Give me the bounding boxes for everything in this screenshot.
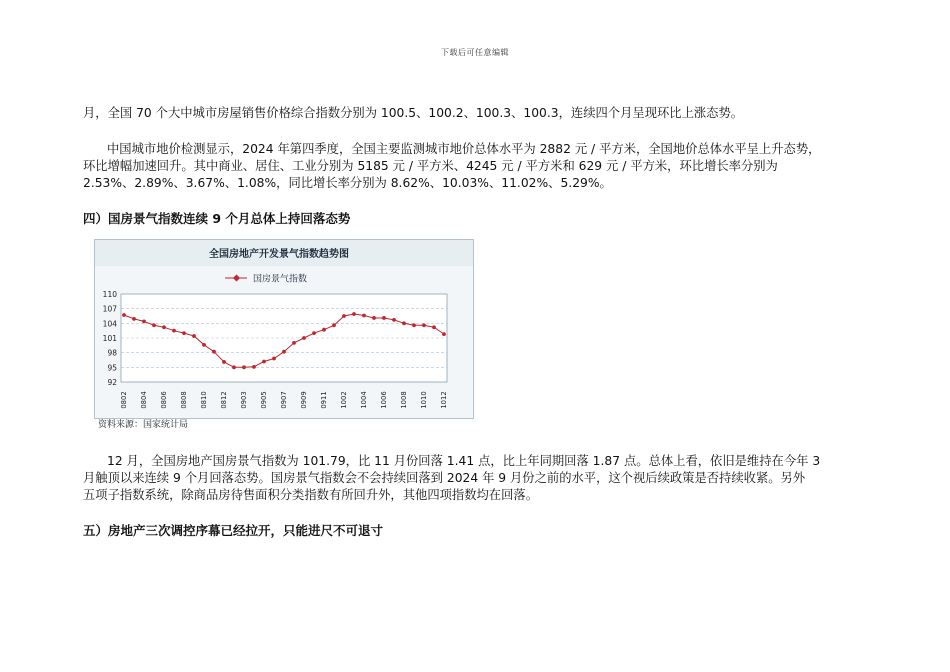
data-point <box>172 329 176 333</box>
chart-source: 资料来源：国家统计局 <box>98 420 189 430</box>
x-tick-label: 0810 <box>200 391 208 409</box>
x-tick-label: 0911 <box>320 391 328 409</box>
data-point <box>252 365 256 369</box>
x-tick-label: 0909 <box>300 391 308 409</box>
data-point <box>212 350 216 354</box>
y-tick-label: 101 <box>102 334 117 343</box>
data-point <box>382 316 386 320</box>
x-tick-label: 0812 <box>220 391 228 409</box>
data-point <box>362 314 366 318</box>
data-point <box>422 323 426 327</box>
data-point <box>192 334 196 338</box>
data-point <box>262 360 266 364</box>
y-tick-label: 98 <box>107 348 117 358</box>
text-line: 中国城市地价检测显示，2024 年第四季度，全国主要监测城市地价总体水平为 2882 元 / 平方米，全国地价总体水平呈上升态势， <box>107 142 821 156</box>
paragraph-price-index <box>83 105 883 122</box>
x-tick-label: 1010 <box>420 391 428 409</box>
x-tick-label: 0808 <box>180 391 188 409</box>
data-point <box>352 312 356 316</box>
paragraph-climate-index <box>83 453 883 504</box>
data-point <box>372 316 376 320</box>
data-point <box>182 331 186 335</box>
x-tick-label: 1004 <box>360 391 368 409</box>
y-tick-label: 107 <box>102 304 117 314</box>
data-point <box>232 365 236 369</box>
x-tick-label: 0802 <box>120 391 128 409</box>
data-point <box>142 319 146 323</box>
data-point <box>222 360 226 364</box>
x-tick-label: 1006 <box>380 391 388 409</box>
data-point <box>442 332 446 336</box>
data-point <box>312 331 316 335</box>
data-point <box>412 323 416 327</box>
data-point <box>132 317 136 321</box>
data-point <box>152 323 156 327</box>
section-heading-4: 四）国房景气指数连续 9 个月总体上持回落态势 <box>83 211 351 226</box>
data-point <box>202 343 206 347</box>
y-tick-label: 95 <box>107 363 117 373</box>
chart-figure <box>94 239 474 419</box>
x-tick-label: 1012 <box>440 391 448 409</box>
x-tick-label: 0806 <box>160 391 168 409</box>
section-heading-5: 五）房地产三次调控序幕已经拉开，只能进尺不可退寸 <box>83 523 384 538</box>
text-line: 月触顶以来连续 9 个月回落态势。国房景气指数会不会持续回落到 2024 年 9 月份之前的水平，这个视后续政策是否持续收紧。另外 <box>83 471 806 485</box>
data-point <box>242 365 246 369</box>
data-point <box>292 341 296 345</box>
chart-title: 全国房地产开发景气指数趋势图 <box>209 249 349 260</box>
x-tick-label: 1002 <box>340 391 348 409</box>
line-chart <box>95 240 473 418</box>
text-line: 2.53%、2.89%、3.67%、1.08%，同比增长率分别为 8.62%、10.03%、11.02%、5.29%。 <box>83 176 612 190</box>
x-tick-label: 0905 <box>260 391 268 409</box>
y-tick-label: 104 <box>102 319 117 329</box>
y-tick-label: 92 <box>107 378 117 387</box>
text-line: 12 月，全国房地产国房景气指数为 101.79，比 11 月份回落 1.41 点，比上年同期回落 1.87 点。总体上看，依旧是维持在今年 3 <box>107 454 821 468</box>
x-tick-label: 0903 <box>240 391 248 409</box>
x-tick-label: 1008 <box>400 391 408 409</box>
legend-label: 国房景气指数 <box>253 274 308 285</box>
data-point <box>162 325 166 329</box>
data-point <box>282 350 286 354</box>
x-tick-label: 0907 <box>280 391 288 409</box>
data-point <box>432 325 436 329</box>
data-point <box>322 328 326 332</box>
text-line: 环比增幅加速回升。其中商业、居住、工业分别为 5185 元 / 平方米、4245 元 / 平方米和 629 元 / 平方米，环比增长率分别为 <box>83 159 778 173</box>
text-line: 五项子指数系统，除商品房待售面积分类指数有所回升外，其他四项指数均在回落。 <box>83 488 538 502</box>
header-note: 下载后可任意编辑 <box>441 48 509 57</box>
data-point <box>332 323 336 327</box>
data-point <box>302 336 306 340</box>
data-point <box>272 357 276 361</box>
paragraph-land-price <box>83 141 883 192</box>
text-line: 月，全国 70 个大中城市房屋销售价格综合指数分别为 100.5、100.2、100.3、100.3，连续四个月呈现环比上涨态势。 <box>83 106 744 120</box>
data-point <box>342 314 346 318</box>
data-point <box>122 313 126 317</box>
y-tick-label: 110 <box>102 290 117 299</box>
data-point <box>392 318 396 322</box>
x-tick-label: 0804 <box>140 391 148 409</box>
data-point <box>402 321 406 325</box>
